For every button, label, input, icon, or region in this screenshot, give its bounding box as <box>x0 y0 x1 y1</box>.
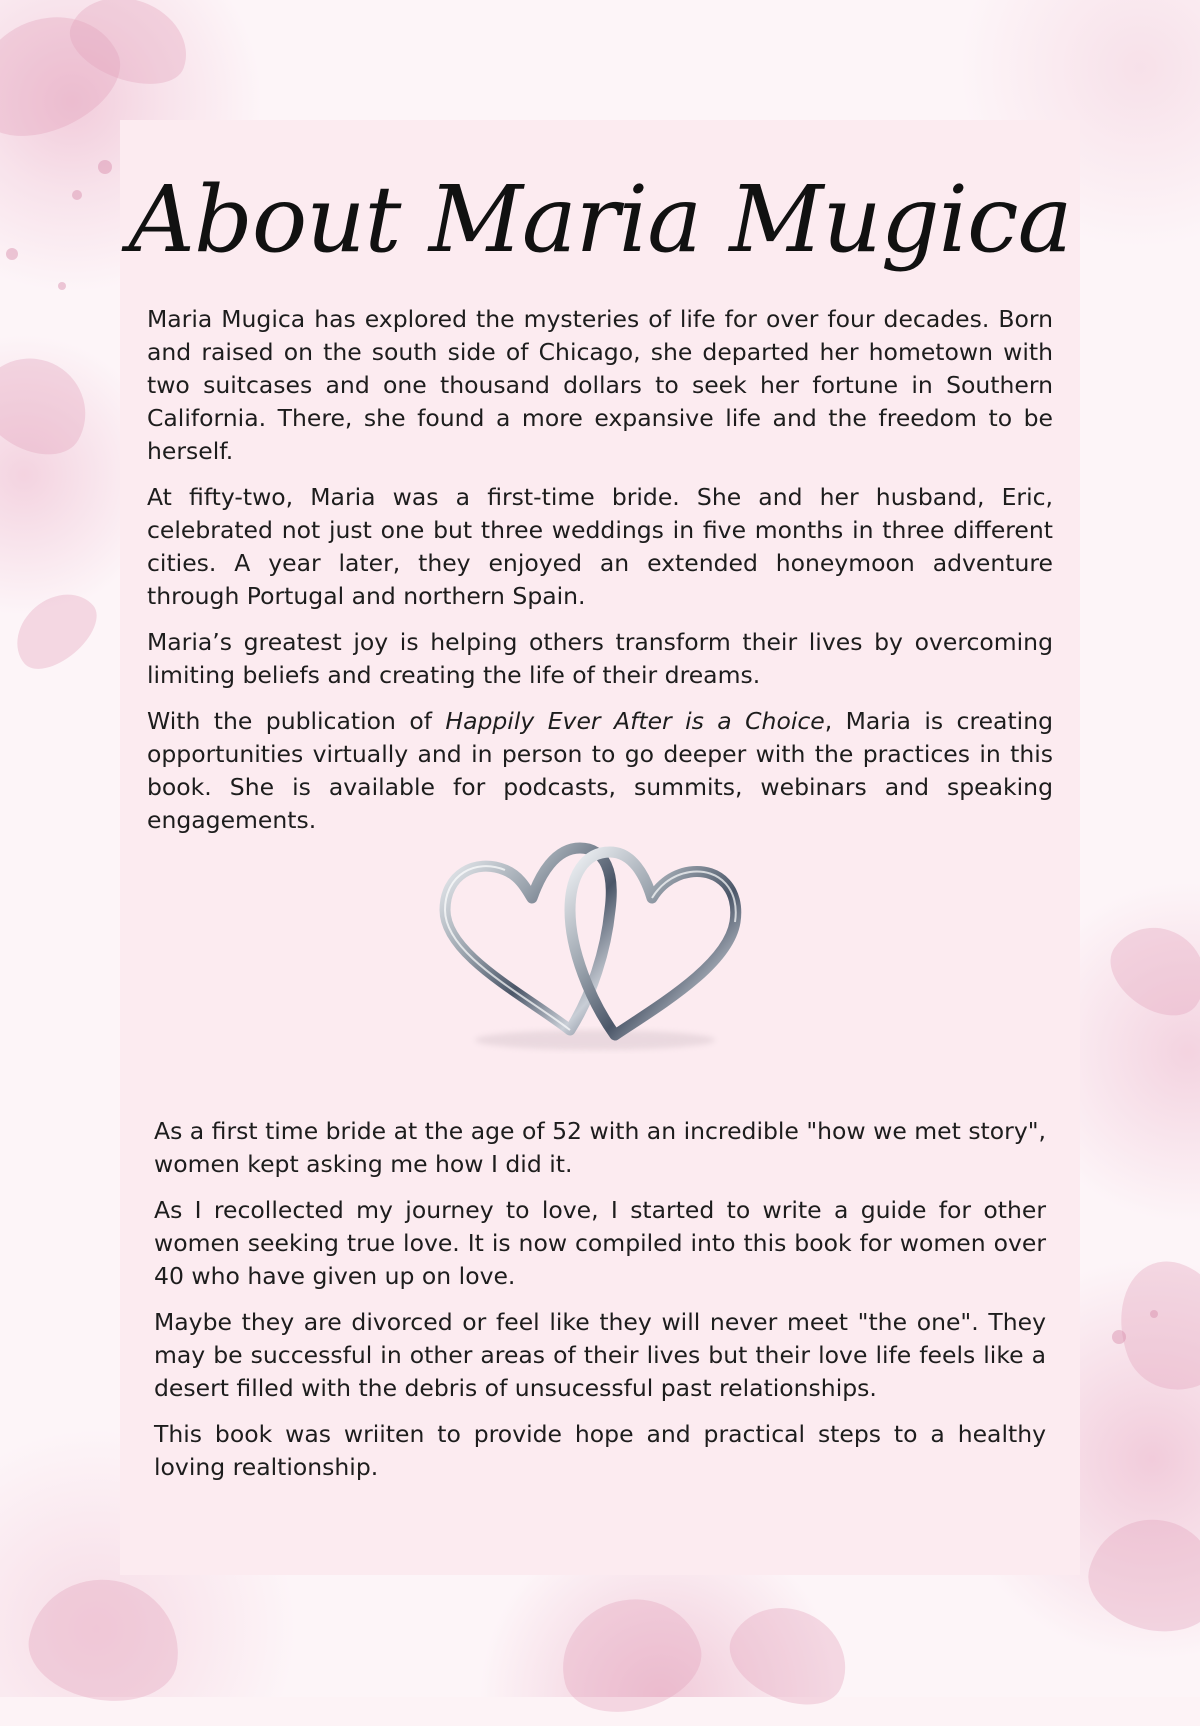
dot-decoration <box>98 160 112 174</box>
story-paragraph: As I recollected my journey to love, I started to write a guide for other women seeking true love. It is now compiled into this book for women over 40 who have given up on love. <box>154 1196 1046 1290</box>
dot-decoration <box>58 282 66 290</box>
story-section <box>154 1115 1046 1497</box>
text-span: , Maria is creating opportunities virtually and in person to go deeper with the practices in this book. She is available for podcasts, summits, webinars and speaking engagements. <box>147 707 1054 834</box>
about-paragraph: Maria’s greatest joy is helping others transform their lives by overcoming limiting beliefs and creating the life of their dreams. <box>147 628 1053 689</box>
story-paragraph: This book was wriiten to provide hope and practical steps to a healthy loving realtionship. <box>154 1420 1046 1481</box>
petal-decoration <box>0 339 105 472</box>
petal-decoration <box>717 1589 864 1721</box>
dot-decoration <box>6 248 18 260</box>
about-paragraph: Maria Mugica has explored the mysteries of life for over four decades. Born and raised on the south side of Chicago, she departed her hometown with two suitcases and one thousand dollars to seek her fortune in Southern California. There, she found a more expansive life and the freedom to be herself. <box>147 305 1053 465</box>
page-title: About Maria Mugica <box>128 166 1072 273</box>
petal-decoration <box>1101 1245 1200 1405</box>
interlocked-hearts-svg <box>430 830 760 1060</box>
dot-decoration <box>1150 1310 1158 1318</box>
story-paragraph: Maybe they are divorced or feel like they will never meet "the one". They may be successful in other areas of their lives but their love life feels like a desert filled with the debris of unsucessful past relationships. <box>154 1308 1046 1402</box>
book-title: Happily Ever After is a Choice <box>445 707 825 735</box>
dot-decoration <box>72 190 82 200</box>
petal-decoration <box>1096 909 1200 1032</box>
interlocked-hearts-icon <box>430 830 760 1060</box>
text-span: With the publication of <box>147 707 446 735</box>
petal-decoration <box>1 578 109 682</box>
about-section <box>147 303 1053 850</box>
petal-decoration <box>21 1568 190 1712</box>
dot-decoration <box>1112 1330 1126 1344</box>
petal-decoration <box>1078 1505 1200 1645</box>
about-paragraph: At fifty-two, Maria was a first-time bride. She and her husband, Eric, celebrated not just one but three weddings in five months in three different cities. A year later, they enjoyed an extended honeymoon adventure through Portugal and northern Spain. <box>147 483 1053 610</box>
story-paragraph: As a first time bride at the age of 52 with an incredible "how we met story", women kept asking me how I did it. <box>154 1117 1046 1178</box>
about-paragraph <box>147 705 1053 837</box>
petal-decoration <box>548 1584 712 1726</box>
